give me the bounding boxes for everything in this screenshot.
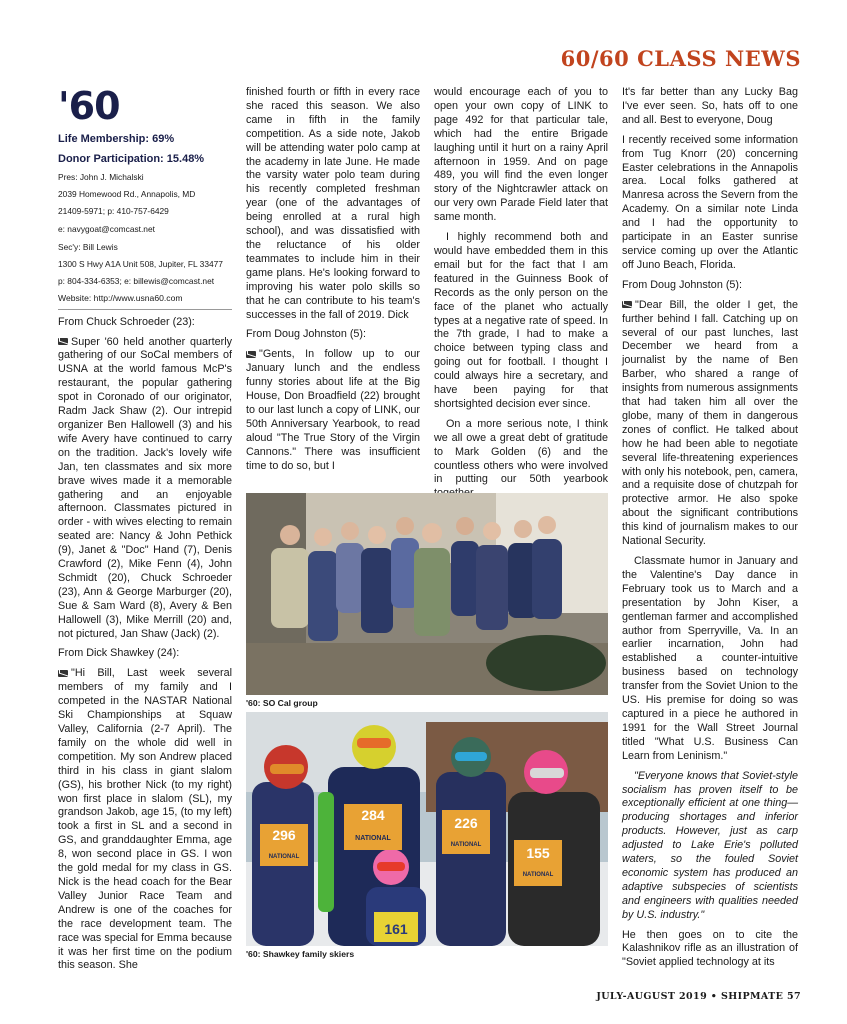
block-quote: "Everyone knows that Soviet-style socialism has proven itself to be exceptionally efficient at one thing—producing shortages and inferior products. However, just as carp adjusted to Lake Erie's polluted waters, so the fouled Soviet economic system has produced an adaptive subspecies of scientists and engineers with qualities needed by U.S. industry."	[622, 769, 798, 921]
skiers-photo-image	[246, 712, 608, 946]
from-line: From Doug Johnston (5):	[622, 278, 743, 291]
pres-address-2: 21409-5971; p: 410-757-6429	[58, 206, 169, 217]
email-icon	[246, 351, 256, 358]
bib-number: 226	[454, 815, 478, 831]
secy-name: Sec'y: Bill Lewis	[58, 241, 118, 252]
column-2	[246, 86, 420, 479]
pres-email: e: navygoat@comcast.net	[58, 223, 155, 234]
from-line: From Dick Shawkey (24):	[58, 647, 180, 660]
column-1	[58, 86, 232, 979]
secy-contact: p: 804-334-6353; e: billewis@comcast.net	[58, 276, 215, 287]
photo-shawkey-skiers	[246, 712, 608, 946]
group-photo-image	[246, 493, 608, 695]
from-line: From Doug Johnston (5):	[246, 328, 367, 341]
email-icon	[622, 301, 632, 308]
column-4	[622, 86, 798, 976]
pres-address: 2039 Homewood Rd., Annapolis, MD	[58, 189, 196, 200]
website-link[interactable]: Website: http://www.usna60.com	[58, 293, 232, 309]
life-membership: Life Membership: 69%	[58, 133, 175, 145]
article-paragraph: Super '60 held another quarterly gathering of our SoCal members of USNA at the world famous McP's restaurant, the popular gathering spot in Coronado of our originator, Radm Jack Shaw (2). Our intrepid organizer Ben Hallowell (3) and his wife Avery have continued to carry on the tradition. Jack's lovely wife Jan, ten classmates and six more brave wives made it a memorable gathering and an enjoyable afternoon. Classmates pictured in order - with wives electing to remain seated are: Nancy & John Pethick (9), Janet & "Doc" Hand (7), Denis Crawford (2), Mike Fenn (4), John Schmidt (20), Chuck Schroeder (23), Ann & George Marburger (20), Sue & Sam Ward (8), Avery & Ben Hallowell (3), Mike Merrill (20) and, not pictured, Jan Shaw (Jack) (2).	[58, 335, 232, 640]
article-paragraph: He then goes on to cite the Kalashnikov rifle as an illustration of "Soviet applied technology at its	[622, 928, 798, 969]
page-footer: JULY-AUGUST 2019 • SHIPMATE 57	[596, 991, 801, 1002]
bib-text: NATIONAL	[522, 872, 554, 878]
bib-text: NATIONAL	[450, 842, 482, 848]
from-line: From Chuck Schroeder (23):	[58, 315, 195, 328]
article-paragraph: I highly recommend both and would have embedded them in this email but for the fact that I am featured in the Guinness Book of Records as the only person on the face of the planet who actually types at a negative rate of speed. In the 7th grade, I had to make a choice between typing class and going out for football. I thought I could always hire a secretary, and have been paying for that shortsighted decision ever since.	[434, 231, 608, 410]
column-3	[434, 86, 608, 507]
article-paragraph: On a more serious note, I think we all owe a great debt of gratitude to Mark Golden (6) and the countless others who were involved in putting our 50th yearbook	[434, 417, 608, 486]
photo-socal-group	[246, 493, 608, 695]
photo-caption: '60: Shawkey family skiers	[246, 949, 355, 959]
article-paragraph: would encourage each of you to open your own copy of LINK to page 492 for that particular tale, which had the entire Brigade laughing until it hurt on a rainy April afternoon in 1959. And on page 489, you will find the even longer story of the Nightcrawler attack on our very own Parade Field later that same month.	[434, 86, 608, 224]
donor-participation: Donor Participation: 15.48%	[58, 153, 205, 165]
bib-number: 296	[272, 827, 296, 843]
section-header: 60/60 CLASS NEWS	[560, 46, 801, 71]
email-icon	[58, 338, 68, 345]
bib-number: 155	[526, 845, 550, 861]
bib-number: 284	[361, 807, 385, 823]
pres-name: Pres: John J. Michalski	[58, 172, 144, 182]
class-year: '60	[58, 84, 120, 128]
bib-text: NATIONAL	[268, 854, 300, 860]
article-paragraph: "Dear Bill, the older I get, the further behind I fall. Catching up on several of our past lunches, last December we heard from a journalist by the name of Ben Barber, who shared a range of insights from numerous assignments that had taken him all over the globe, many of them in dangerous zones of conflict. He talked about how he had been able to negotiate several life-threatening experiences with only his notebook, pen, camera, and a requisite dose of chutzpah for protective armor. He also spoke about the significant contributions this kind of journalism makes to our National Security.	[622, 298, 798, 548]
article-paragraph: "Gents, In follow up to our January lunch and the endless funny stories about life at the Big House, Don Broadfield (22) brought to our last lunch a copy of LINK, our 50th Anniversary Yearbook, to read aloud "The True Story of the Virgin Cannons." There was insufficient time to do so, but I	[246, 348, 420, 472]
email-icon	[58, 670, 68, 677]
secy-address: 1300 S Hwy A1A Unit 508, Jupiter, FL 33477	[58, 259, 223, 270]
article-paragraph: finished fourth or fifth in every race she raced this season. We also came in fifth in the family competition. As a side note, Jakob will be attending water polo camp at the academy in late June. He made the varsity water polo team during his recently completed freshman year (one of the advantages of being enrolled at a rural high school), and was dissatisfied with the reluctance of his older teammates to include him in their game plans. He's looking forward to improving his water polo skills so that he can contribute to his team's successes in the fall of 2019. Dick	[246, 86, 420, 321]
photo-caption: '60: SO Cal group	[246, 698, 318, 708]
article-paragraph: Classmate humor in January and the Valentine's Day dance in February took us to March and a presentation by John Kiser, a gentleman farmer and accomplished author from Sperryville, Va. In an earlier incarnation, John had established a counter-intuitive business based on technology transfer from the Soviet Union to the US. His premise for doing so was captured in a piece he authored in 1991 for the Wall Street Journal titled "What U.S. Business Can Learn from Leninism."	[622, 555, 798, 762]
article-paragraph: It's far better than any Lucky Bag I've ever seen. So, hats off to one and all. Best to everyone, Doug	[622, 86, 798, 126]
bib-text: NATIONAL	[355, 835, 391, 842]
article-paragraph: "Hi Bill, Last week several members of my family and I competed in the NASTAR National Ski Championships at Squaw Valley, California (2-7 April). The family on the whole did well in competition. My son Andrew placed third in his class in giant slalom (GS), his brother Nick (to my right) won first place in slalom (SL), my grandson Jakob, age 15, (to my left) took a first in SL and a second in GS, and granddaughter Emma, age 8, won second place in GS. I won the gold medal for my class in GS. Nick is the head coach for the Bear Valley Junior Race Team and Andrew is one of the coaches for the race development team. The race was special for Emma because it was her first time on the podium this season. She	[58, 667, 232, 972]
bib-number: 161	[384, 921, 408, 937]
article-paragraph: I recently received some information from Tug Knorr (20) concerning Easter celebrations in the Annapolis area. Local folks gathered at Manresa across the Severn from the Academy. On a similar note Linda and I had the opportunity to participate in an Easter sunrise service coming up over the Atlantic off Juno Beach, Florida.	[622, 133, 798, 271]
